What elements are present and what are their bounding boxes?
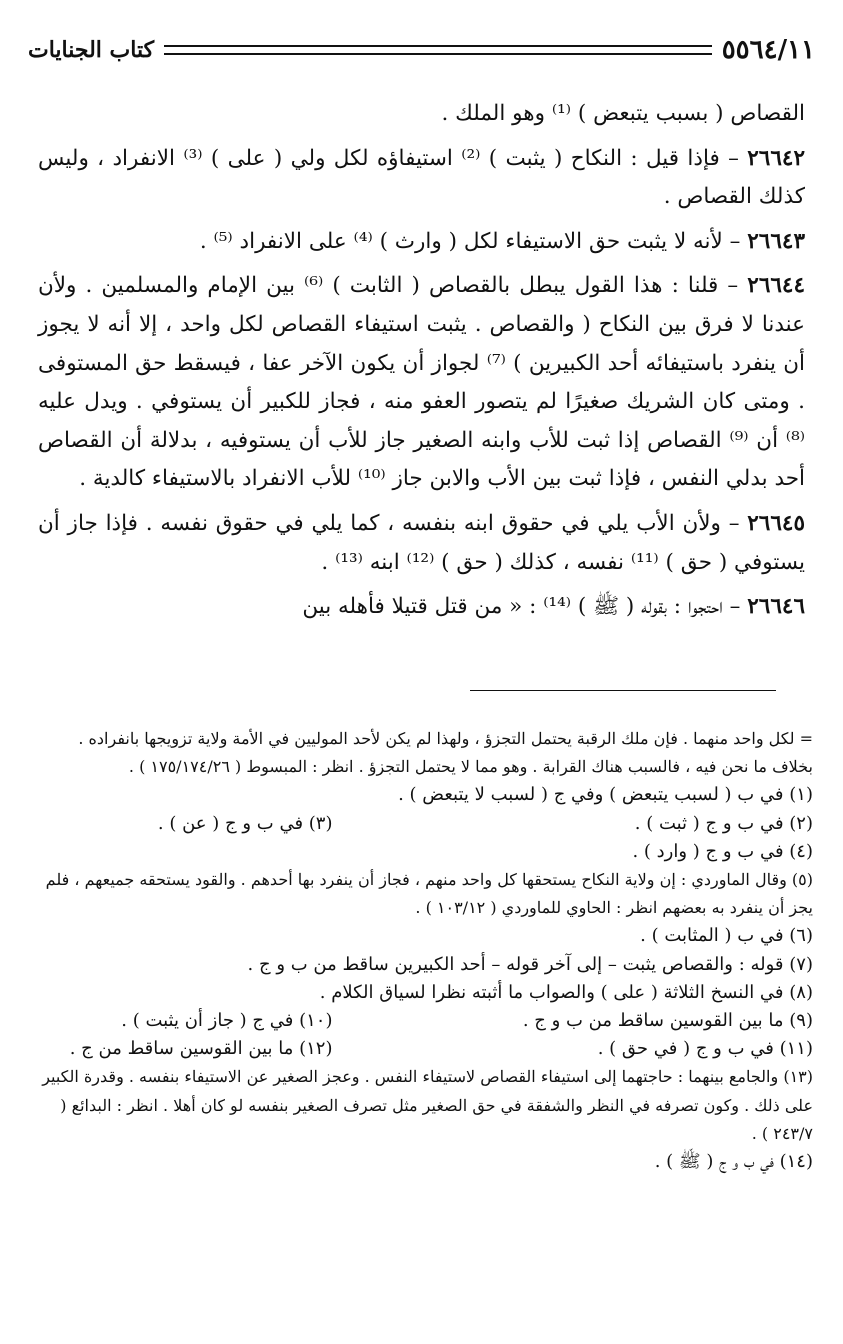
paragraph-text: – قلنا : هذا القول يبطل بالقصاص ( الثابت ) ⁽⁶⁾ بين الإمام والمسلمين . ولأن عندنا لا فرق بين النكاح ( والقصاص . يثبت استيفاء القصاص لكل واحد ، إلا أنه لا يجوز أن ينفرد باستيفائه أحد الكبيرين ) ⁽⁷⁾ لجواز أن يكون الآخر عفا ، فيسقط حق المستوفى . ومتى كان الشريك صغيرًا لم يتصور العفو منه ، فجاز للكبير أن يستوفي . ويدل عليه ⁽⁸⁾ أن ⁽⁹⁾ القصاص إذا ثبت للأب وابنه الصغير جاز للأب أن يستوفيه ، بدلالة أن القصاص أحد بدلي النفس ، فإذا ثبت بين الأب والابن جاز ⁽¹⁰⁾ للأب الانفراد بالاستيفاء كالدية . <box>38 273 806 492</box>
paragraph-text: – احتجوا : بقوله ( ﷺ ) ⁽¹⁴⁾ : « من قتل قتيلا فأهله بين <box>302 594 741 620</box>
paragraph-26642 <box>38 140 805 217</box>
paragraph-continuation <box>38 95 805 134</box>
header-rule <box>164 45 712 55</box>
footnote-3: (٣) في ب و ج ( عن ) . <box>157 812 333 834</box>
footnote-4: (٤) في ب و ج ( وارد ) . <box>632 840 813 862</box>
footnote-13: (١٣) والجامع بينهما : حاجتهما إلى استيفاء القصاص لاستيفاء النفس . وعجز الصغير عن الاستيفاء بنفسه . وقدرة الكبير على ذلك . وكون تصرفه في النظر والشفقة في حق الصغير مثل تصرف الصغير بنفسه لو كان أهلا . انظر : البدائع ( ٢٤٣/٧ ) . <box>42 1067 813 1143</box>
footnote-10: (١٠) في ج ( جاز أن يثبت ) . <box>121 1010 333 1032</box>
footnote-12: (١٢) ما بين القوسين ساقط من ج . <box>69 1038 333 1060</box>
footnote-7: (٧) قوله : والقصاص يثبت – إلى آخر قوله – أحد الكبيرين ساقط من ب و ج . <box>247 953 813 975</box>
book-title: كتاب الجنايات <box>28 37 155 63</box>
paragraph-number: ٢٦٦٤٤ <box>747 273 806 299</box>
paragraph-number: ٢٦٦٤٦ <box>747 594 805 620</box>
footnote-6: (٦) في ب ( المثابت ) . <box>640 925 813 947</box>
page-number: ٥٥٦٤/١١ <box>721 35 815 65</box>
paragraph-number: ٢٦٦٤٥ <box>747 510 805 536</box>
footnote-14: (١٤) في ب و ج ( ﷺ ) . <box>654 1151 813 1173</box>
paragraph-26644 <box>38 267 805 499</box>
paragraph-26645 <box>38 505 805 582</box>
paragraph-26646 <box>38 588 805 627</box>
paragraph-number: ٢٦٦٤٣ <box>747 228 805 254</box>
footnote-5: (٥) وقال الماوردي : إن ولاية النكاح يستحقها كل واحد منهم ، فجاز أن ينفرد بها أحدهم . والقود يستحقه جميعهم ، فلم يجز أن ينفرد به بعضهم انظر : الحاوي للماوردي ( ١٠٣/١٢ ) . <box>45 870 813 918</box>
main-text <box>38 95 805 633</box>
paragraph-text: القصاص ( بسبب يتبعض ) ⁽¹⁾ وهو الملك . <box>441 101 805 126</box>
paragraph-text: – فإذا قيل : النكاح ( يثبت ) ⁽²⁾ استيفاؤه لكل ولي ( على ) ⁽³⁾ الانفراد ، وليس كذلك القصاص . <box>38 145 805 210</box>
footnote-1: (١) في ب ( لسبب يتبعض ) وفي ج ( لسبب لا يتبعض ) . <box>398 784 813 806</box>
page-header <box>28 30 815 70</box>
footnote-row <box>38 1007 813 1035</box>
paragraph-number: ٢٦٦٤٢ <box>747 145 805 171</box>
footnote-separator <box>470 690 776 691</box>
footnote-row <box>38 810 813 838</box>
footnote-8: (٨) في النسخ الثلاثة ( على ) والصواب ما أثبته نظرا لسياق الكلام . <box>319 981 813 1003</box>
footnote-continuation: = لكل واحد منهما . فإن ملك الرقبة يحتمل التجزؤ ، ولهذا لم يكن لأحد الموليين في الأمة ولاية تزويجها بانفراده . بخلاف ما نحن فيه ، فالسبب هناك القرابة . وهو مما لا يحتمل التجزؤ . انظر : المبسوط ( ١٧٥/١٧٤/٢٦ ) . <box>78 729 813 777</box>
footnote-2: (٢) في ب و ج ( ثبت ) . <box>634 812 813 834</box>
footnote-9: (٩) ما بين القوسين ساقط من ب و ج . <box>522 1010 813 1032</box>
paragraph-26643 <box>38 223 805 262</box>
footnotes <box>38 725 813 1176</box>
paragraph-text: – لأنه لا يثبت حق الاستيفاء لكل ( وارث ) ⁽⁴⁾ على الانفراد ⁽⁵⁾ . <box>199 228 741 254</box>
paragraph-text: – ولأن الأب يلي في حقوق ابنه بنفسه ، كما يلي في حقوق نفسه . فإذا جاز أن يستوفي ( حق ) ⁽¹¹⁾ نفسه ، كذلك ( حق ) ⁽¹²⁾ ابنه ⁽¹³⁾ . <box>38 510 805 575</box>
footnote-row <box>38 1035 813 1063</box>
footnote-11: (١١) في ب و ج ( في حق ) . <box>597 1038 813 1060</box>
